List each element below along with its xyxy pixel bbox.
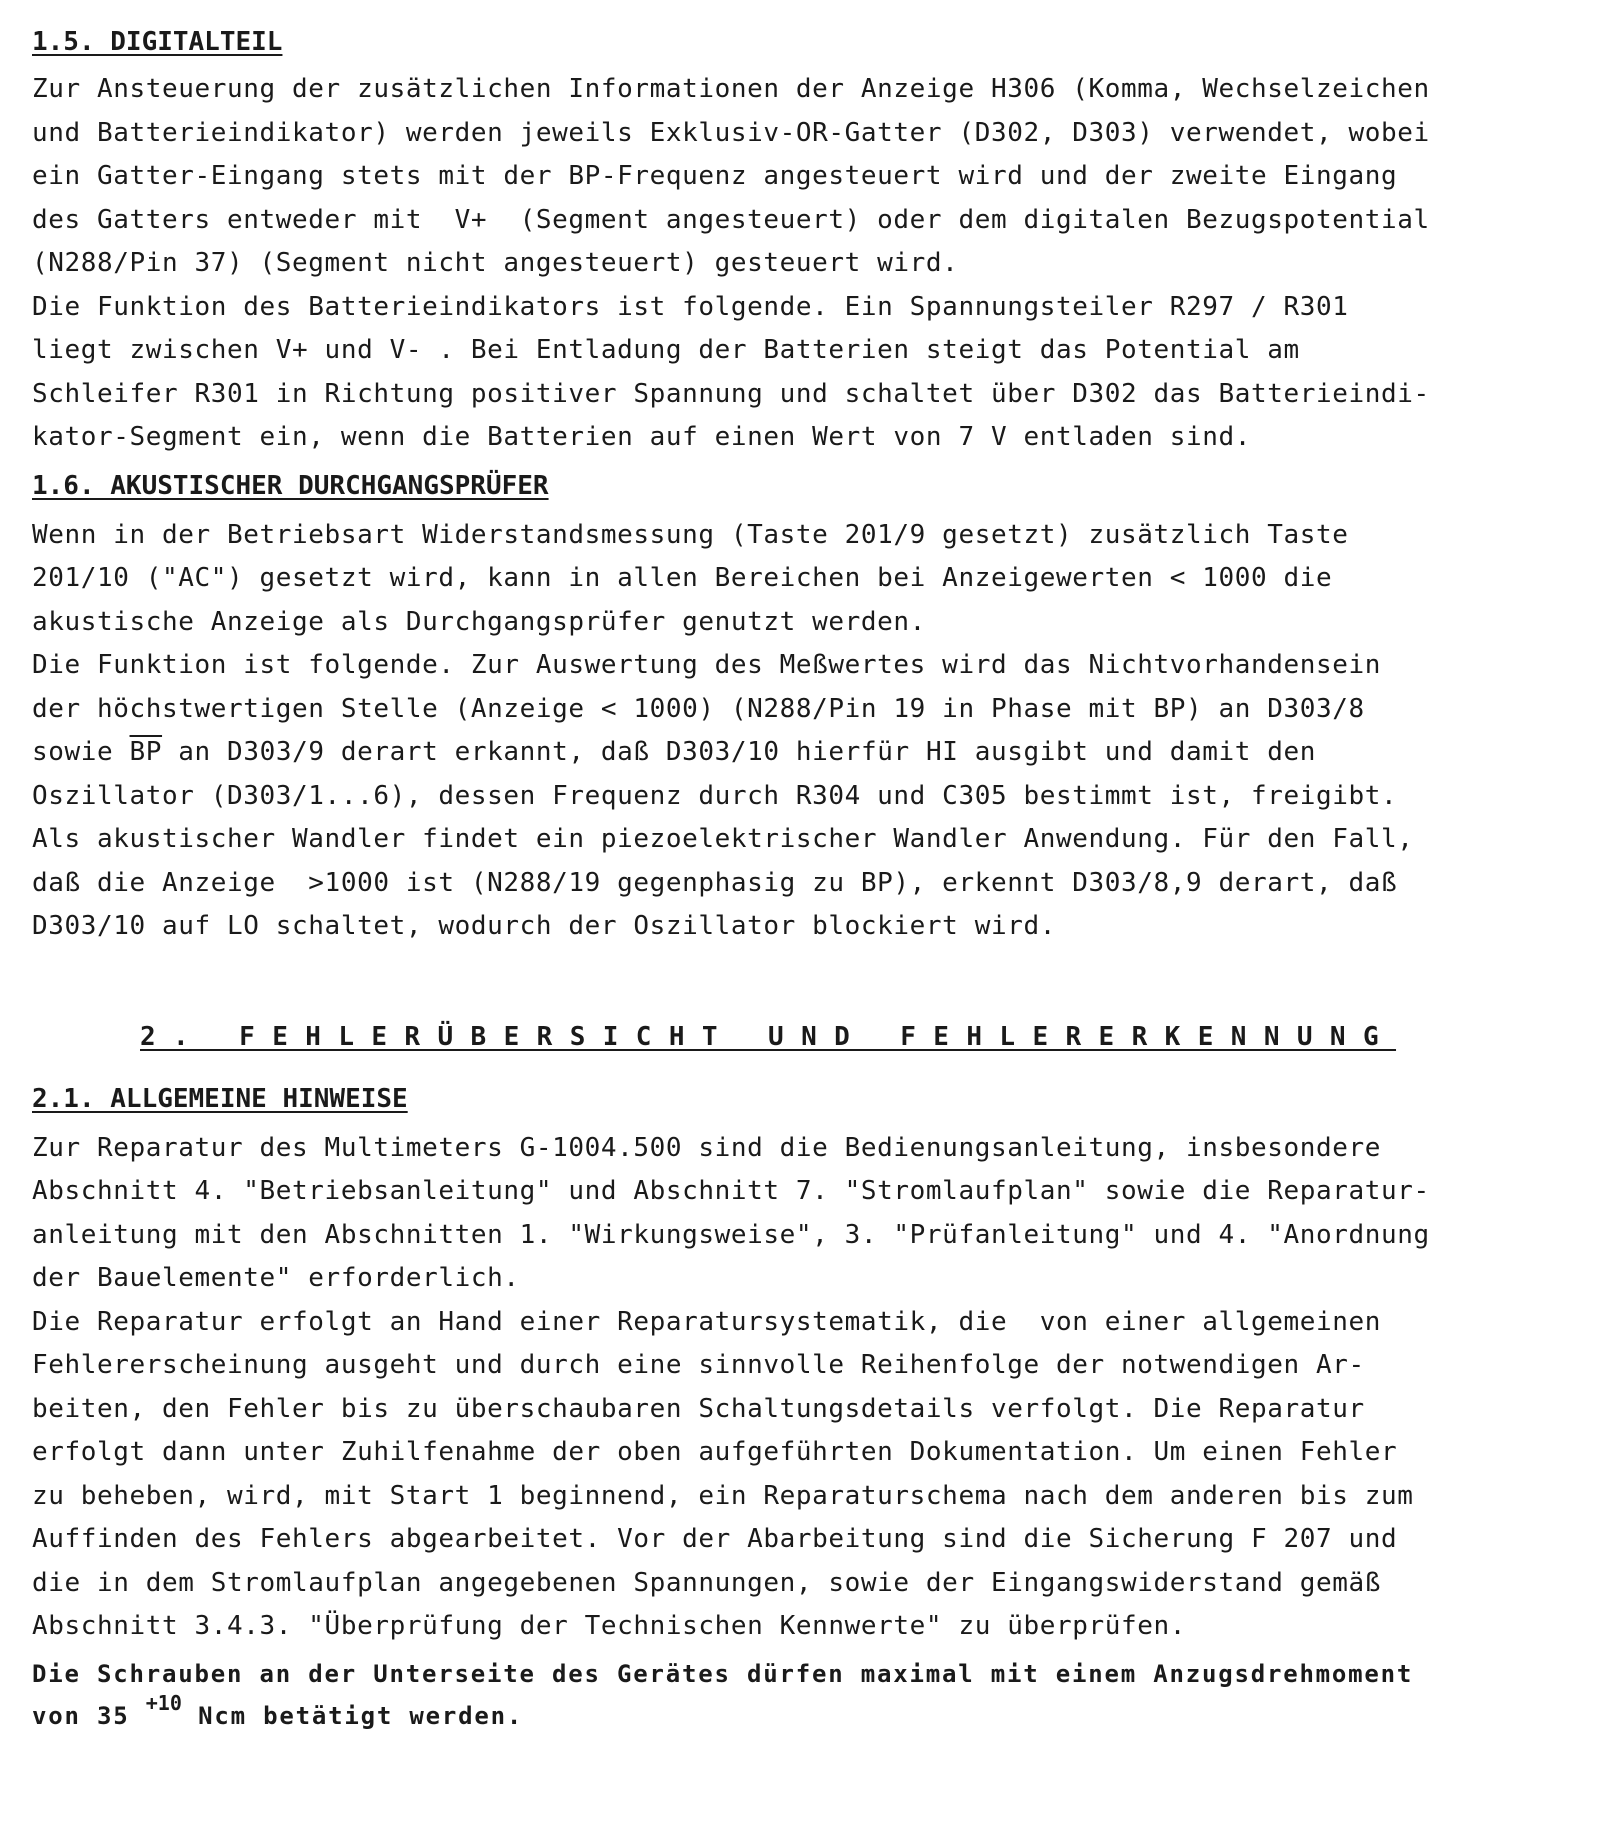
- text-line: (N288/Pin 37) (Segment nicht angesteuert) gesteuert wird.: [32, 248, 959, 278]
- text-fragment: an D303/9 derart erkannt, daß D303/10 hierfür HI ausgibt und damit den: [162, 737, 1317, 767]
- text-line: 201/10 ("AC") gesetzt wird, kann in allen Bereichen bei Anzeigewerten < 1000 die: [32, 563, 1333, 593]
- paragraph: [32, 1127, 1572, 1301]
- text-line: die in dem Stromlaufplan angegebenen Spannungen, sowie der Eingangswiderstand gemäß: [32, 1567, 1382, 1598]
- text-line: daß die Anzeige >1000 ist (N288/19 gegenphasig zu BP), erkennt D303/8,9 derart, daß: [32, 867, 1398, 898]
- bp-overline-symbol: $\overline{BP}$: [129, 737, 163, 767]
- text-line: Fehlererscheinung ausgeht und durch eine sinnvolle Reihenfolge der notwendigen Ar-: [32, 1350, 1365, 1380]
- paragraph: [32, 286, 1572, 460]
- paragraph: [32, 644, 1572, 949]
- text-line: kator-Segment ein, wenn die Batterien auf einen Wert von 7 V entladen sind.: [32, 422, 1251, 452]
- text-line: Abschnitt 4. "Betriebsanleitung" und Abschnitt 7. "Stromlaufplan" sowie die Reparatur-: [32, 1176, 1430, 1206]
- text-line: des Gatters entweder mit V+ (Segment angesteuert) oder dem digitalen Bezugspotential: [32, 204, 1430, 235]
- text-line: Abschnitt 3.4.3. "Überprüfung der Technischen Kennwerte" zu überprüfen.: [32, 1611, 1186, 1641]
- text-line: liegt zwischen V+ und V- . Bei Entladung der Batterien steigt das Potential am: [32, 335, 1300, 365]
- text-fragment: Ncm betätigt werden.: [181, 1701, 524, 1730]
- text-line: erfolgt dann unter Zuhilfenahme der oben aufgeführten Dokumentation. Um einen Fehler: [32, 1437, 1398, 1467]
- torque-note: [32, 1653, 1572, 1738]
- text-line: akustische Anzeige als Durchgangsprüfer genutzt werden.: [32, 606, 926, 637]
- text-line: beiten, den Fehler bis zu überschaubaren Schaltungsdetails verfolgt. Die Reparatur: [32, 1393, 1365, 1424]
- text-line: Die Schrauben an der Unterseite des Gerätes dürfen maximal mit einem Anzugsdrehmoment: [32, 1659, 1414, 1688]
- text-line: anleitung mit den Abschnitten 1. "Wirkungsweise", 3. "Prüfanleitung" und 4. "Anordnung: [32, 1219, 1430, 1250]
- paragraph: [32, 68, 1572, 286]
- chapter-heading-2: 2. FEHLERÜBERSICHT UND FEHLERERKENNUNG: [140, 1021, 1397, 1052]
- text-line: Zur Ansteuerung der zusätzlichen Informationen der Anzeige H306 (Komma, Wechselzeichen: [32, 74, 1430, 104]
- text-line: der Bauelemente" erforderlich.: [32, 1263, 520, 1293]
- text-line: und Batterieindikator) werden jeweils Exklusiv-OR-Gatter (D302, D303) verwendet, wobei: [32, 117, 1430, 148]
- text-fragment: von 35: [32, 1701, 146, 1730]
- document-page: [32, 22, 1572, 1738]
- text-line: Zur Reparatur des Multimeters G-1004.500 sind die Bedienungsanleitung, insbesondere: [32, 1132, 1382, 1163]
- text-line: Oszillator (D303/1...6), dessen Frequenz durch R304 und C305 bestimmt ist, freigibt.: [32, 780, 1398, 811]
- text-line: ein Gatter-Eingang stets mit der BP-Frequenz angesteuert wird und der zweite Eingang: [32, 161, 1398, 191]
- text-line-torque: [32, 1690, 1572, 1738]
- paragraph: [32, 1301, 1572, 1649]
- text-line: zu beheben, wird, mit Start 1 beginnend, ein Reparaturschema nach dem anderen bis zum: [32, 1480, 1414, 1511]
- text-line: Die Reparatur erfolgt an Hand einer Reparatursystematik, die von einer allgemeinen: [32, 1306, 1382, 1337]
- text-line: Wenn in der Betriebsart Widerstandsmessung (Taste 201/9 gesetzt) zusätzlich Taste: [32, 519, 1349, 550]
- text-line: Schleifer R301 in Richtung positiver Spannung und schaltet über D302 das Batterieindi-: [32, 378, 1430, 409]
- text-line: Die Funktion ist folgende. Zur Auswertung des Meßwertes wird das Nichtvorhandensein: [32, 650, 1382, 680]
- text-line: Die Funktion des Batterieindikators ist folgende. Ein Spannungsteiler R297 / R301: [32, 291, 1349, 322]
- paragraph: [32, 514, 1572, 645]
- text-line: D303/10 auf LO schaltet, wodurch der Oszillator blockiert wird.: [32, 911, 1056, 941]
- section-heading-1-6: 1.6. AKUSTISCHER DURCHGANGSPRÜFER: [32, 470, 549, 501]
- tolerance-superscript: +10: [145, 1690, 182, 1715]
- section-heading-2-1: 2.1. ALLGEMEINE HINWEISE: [32, 1083, 408, 1114]
- text-line-bp: [32, 731, 1572, 775]
- text-line: der höchstwertigen Stelle (Anzeige < 1000) (N288/Pin 19 in Phase mit BP) an D303/8: [32, 693, 1365, 724]
- text-line: Als akustischer Wandler findet ein piezoelektrischer Wandler Anwendung. Für den Fall,: [32, 824, 1414, 854]
- section-heading-1-5: 1.5. DIGITALTEIL: [32, 27, 283, 57]
- text-fragment: sowie: [32, 737, 130, 767]
- text-line: Auffinden des Fehlers abgearbeitet. Vor der Abarbeitung sind die Sicherung F 207 und: [32, 1524, 1398, 1554]
